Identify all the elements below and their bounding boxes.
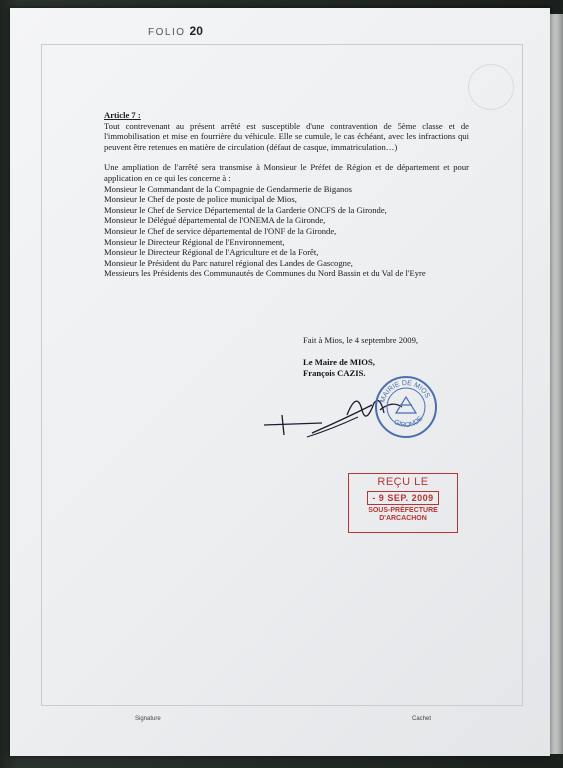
seal-top-text: MAIRIE DE MIOS [379, 379, 431, 404]
article-text: Tout contrevenant au présent arrêté est susceptible d'une contravention de 5ème classe et de l'immobilisation et mise en fourrière du véhicule. Elle se cumule, le cas échéant, avec les infractions qui peuvent être retenues en matière de circulation (défaut de casque, immatriculation…) [104, 120, 469, 152]
signatory-block [303, 357, 375, 379]
folio-header [148, 24, 203, 38]
received-label: REÇU LE [377, 476, 429, 488]
svg-text:GIRONDE [393, 415, 425, 429]
folio-number: 20 [189, 24, 203, 38]
received-date: - 9 SEP. 2009 [367, 491, 439, 505]
page-stack-edge [548, 14, 563, 754]
recipient-line: Messieurs les Présidents des Communautés de Communes du Nord Bassin et du Val de l'Eyre [104, 268, 426, 279]
seal-bottom-text: GIRONDE [392, 415, 425, 430]
recipient-line: Monsieur le Délégué départemental de l'ONEMA de la Gironde, [104, 215, 326, 226]
folio-label: FOLIO [148, 27, 186, 38]
footer-signature-label: Signature [135, 716, 161, 722]
recipient-line: Monsieur le Chef de Service Départemental de la Garderie ONCFS de la Gironde, [104, 204, 387, 215]
received-stamp [348, 473, 458, 533]
recipient-line: Monsieur le Directeur Régional de l'Agriculture et de la Forêt, [104, 247, 319, 258]
recipient-line: Monsieur le Commandant de la Compagnie de Gendarmerie de Biganos [104, 183, 352, 194]
recipient-line: Monsieur le Chef de service départemental de l'ONF de la Gironde, [104, 225, 337, 236]
document-body [104, 110, 469, 279]
footer-cachet-label: Cachet [412, 716, 432, 722]
recipient-line: Monsieur le Chef de poste de police municipal de Mios, [104, 194, 297, 205]
ampliation-intro: Une ampliation de l'arrêté sera transmise à Monsieur le Préfet de Région et de département et pour application en ce qui les concerne à : [104, 162, 469, 183]
place-and-date: Fait à Mios, le 4 septembre 2009, [303, 335, 419, 345]
mairie-seal-icon [374, 375, 438, 439]
received-office-line2: D'ARCACHON [379, 515, 427, 522]
signatory-title: Le Maire de MIOS, [303, 357, 375, 367]
recipient-line: Monsieur le Président du Parc naturel régional des Landes de Gascogne, [104, 257, 353, 268]
received-office-line1: SOUS-PRÉFECTURE [368, 507, 438, 514]
signatory-name: François CAZIS. [303, 368, 366, 378]
recipient-line: Monsieur le Directeur Régional de l'Environnement, [104, 236, 285, 247]
article-title: Article 7 : [104, 110, 141, 120]
